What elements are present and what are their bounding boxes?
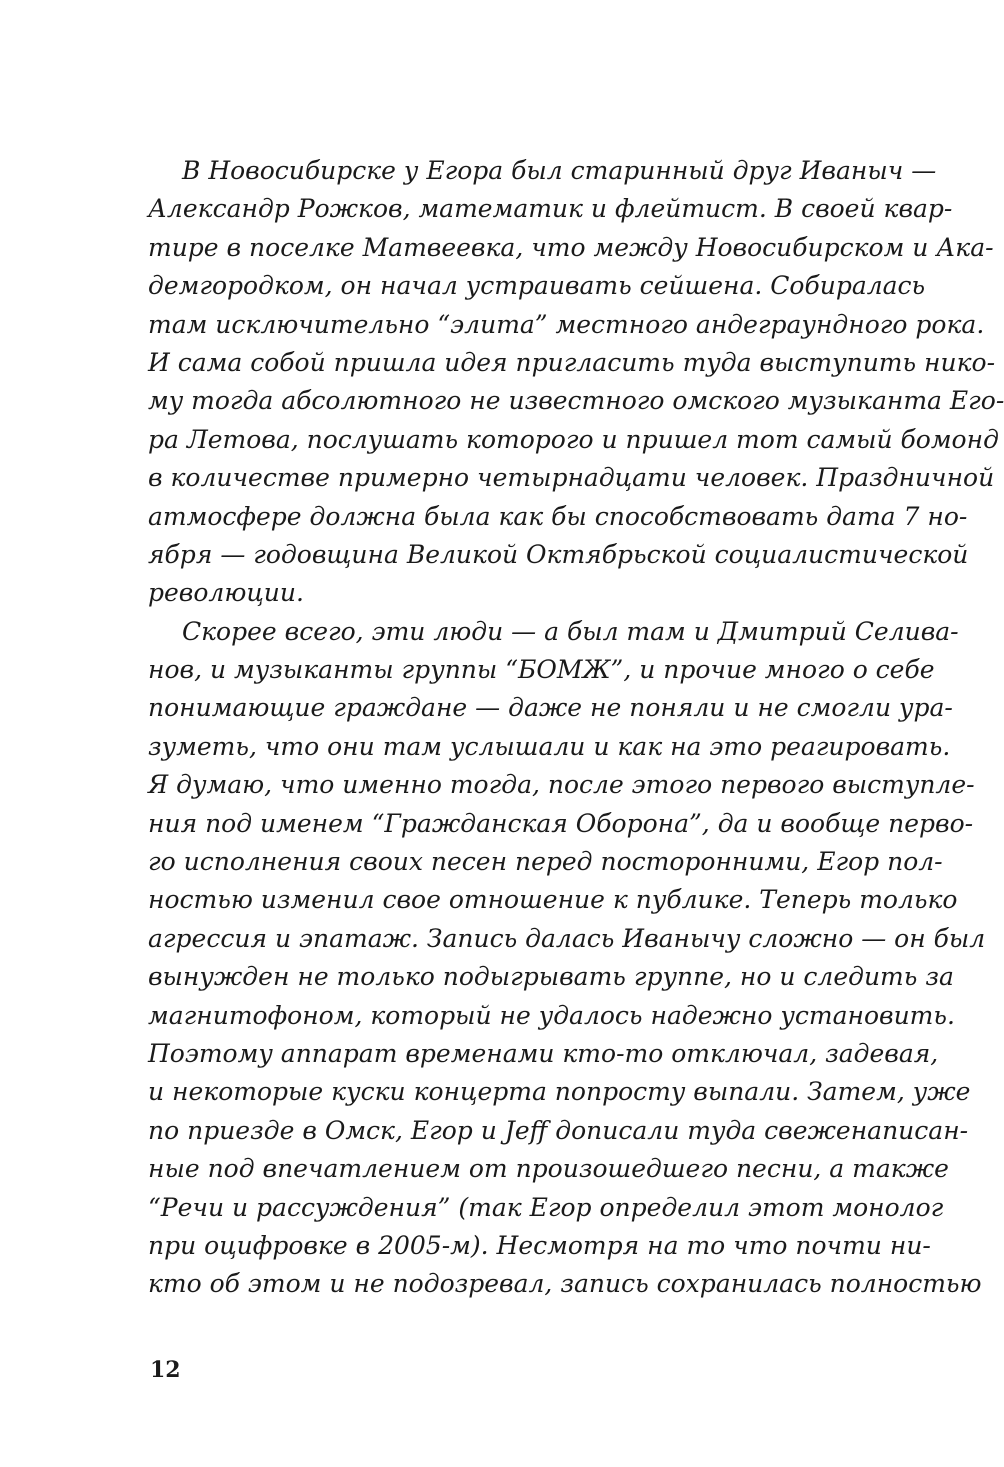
text-line: Поэтому аппарат временами кто-то отключал, задевая,	[148, 1038, 939, 1068]
text-line: понимающие граждане — даже не поняли и не смогли ура-	[148, 693, 953, 723]
text-line: “Речи и рассуждения” (так Егор определил этот монолог	[148, 1192, 944, 1222]
text-line: зуметь, что они там услышали и как на это реагировать.	[148, 731, 951, 761]
page-number: 12	[150, 1357, 181, 1383]
text-line: там исключительно “элита” местного андеграундного рока.	[148, 309, 985, 339]
text-line: ностью изменил свое отношение к публике. Теперь только	[148, 885, 958, 915]
text-line: И сама собой пришла идея пригласить туда выступить нико-	[148, 347, 996, 377]
text-line: в количестве примерно четырнадцати человек. Праздничной	[148, 463, 995, 493]
text-line: ра Летова, послушать которого и пришел тот самый бомонд	[148, 424, 999, 454]
text-line: по приезде в Омск, Егор и Jeff дописали туда свеженаписан-	[148, 1115, 969, 1145]
text-line: тире в поселке Матвеевка, что между Новосибирском и Ака-	[148, 232, 994, 262]
text-line: му тогда абсолютного не известного омского музыканта Его-	[148, 386, 1004, 416]
text-line: ния под именем “Гражданская Оборона”, да и вообще перво-	[148, 808, 974, 838]
text-line: Александр Рожков, математик и флейтист. В своей квар-	[148, 194, 953, 224]
text-line: атмосфере должна была как бы способствовать дата 7 но-	[148, 501, 968, 531]
text-line: при оцифровке в 2005-м). Несмотря на то что почти ни-	[148, 1230, 931, 1260]
text-line: агрессия и эпатаж. Запись далась Иванычу сложно — он был	[148, 923, 986, 953]
text-line: Скорее всего, эти люди — а был там и Дмитрий Селива-	[182, 616, 959, 646]
text-line: демгородком, он начал устраивать сейшена. Собиралась	[148, 271, 926, 301]
text-line: вынужден не только подыгрывать группе, но и следить за	[148, 962, 954, 992]
body-text	[148, 152, 1004, 1304]
text-line: кто об этом и не подозревал, запись сохранилась полностью	[148, 1269, 982, 1299]
text-line: ные под впечатлением от произошедшего песни, а также	[148, 1154, 949, 1184]
text-line: магнитофоном, который не удалось надежно установить.	[148, 1000, 955, 1030]
text-line: Я думаю, что именно тогда, после этого первого выступле-	[148, 770, 975, 800]
text-line: ября — годовщина Великой Октябрьской социалистической	[148, 539, 969, 569]
text-line: и некоторые куски концерта попросту выпали. Затем, уже	[148, 1077, 971, 1107]
text-line: революции.	[148, 578, 304, 608]
text-line: В Новосибирске у Егора был старинный друг Иваныч —	[182, 156, 937, 185]
text-line: нов, и музыканты группы “БОМЖ”, и прочие много о себе	[148, 655, 935, 685]
text-line: го исполнения своих песен перед посторонними, Егор пол-	[148, 847, 943, 877]
